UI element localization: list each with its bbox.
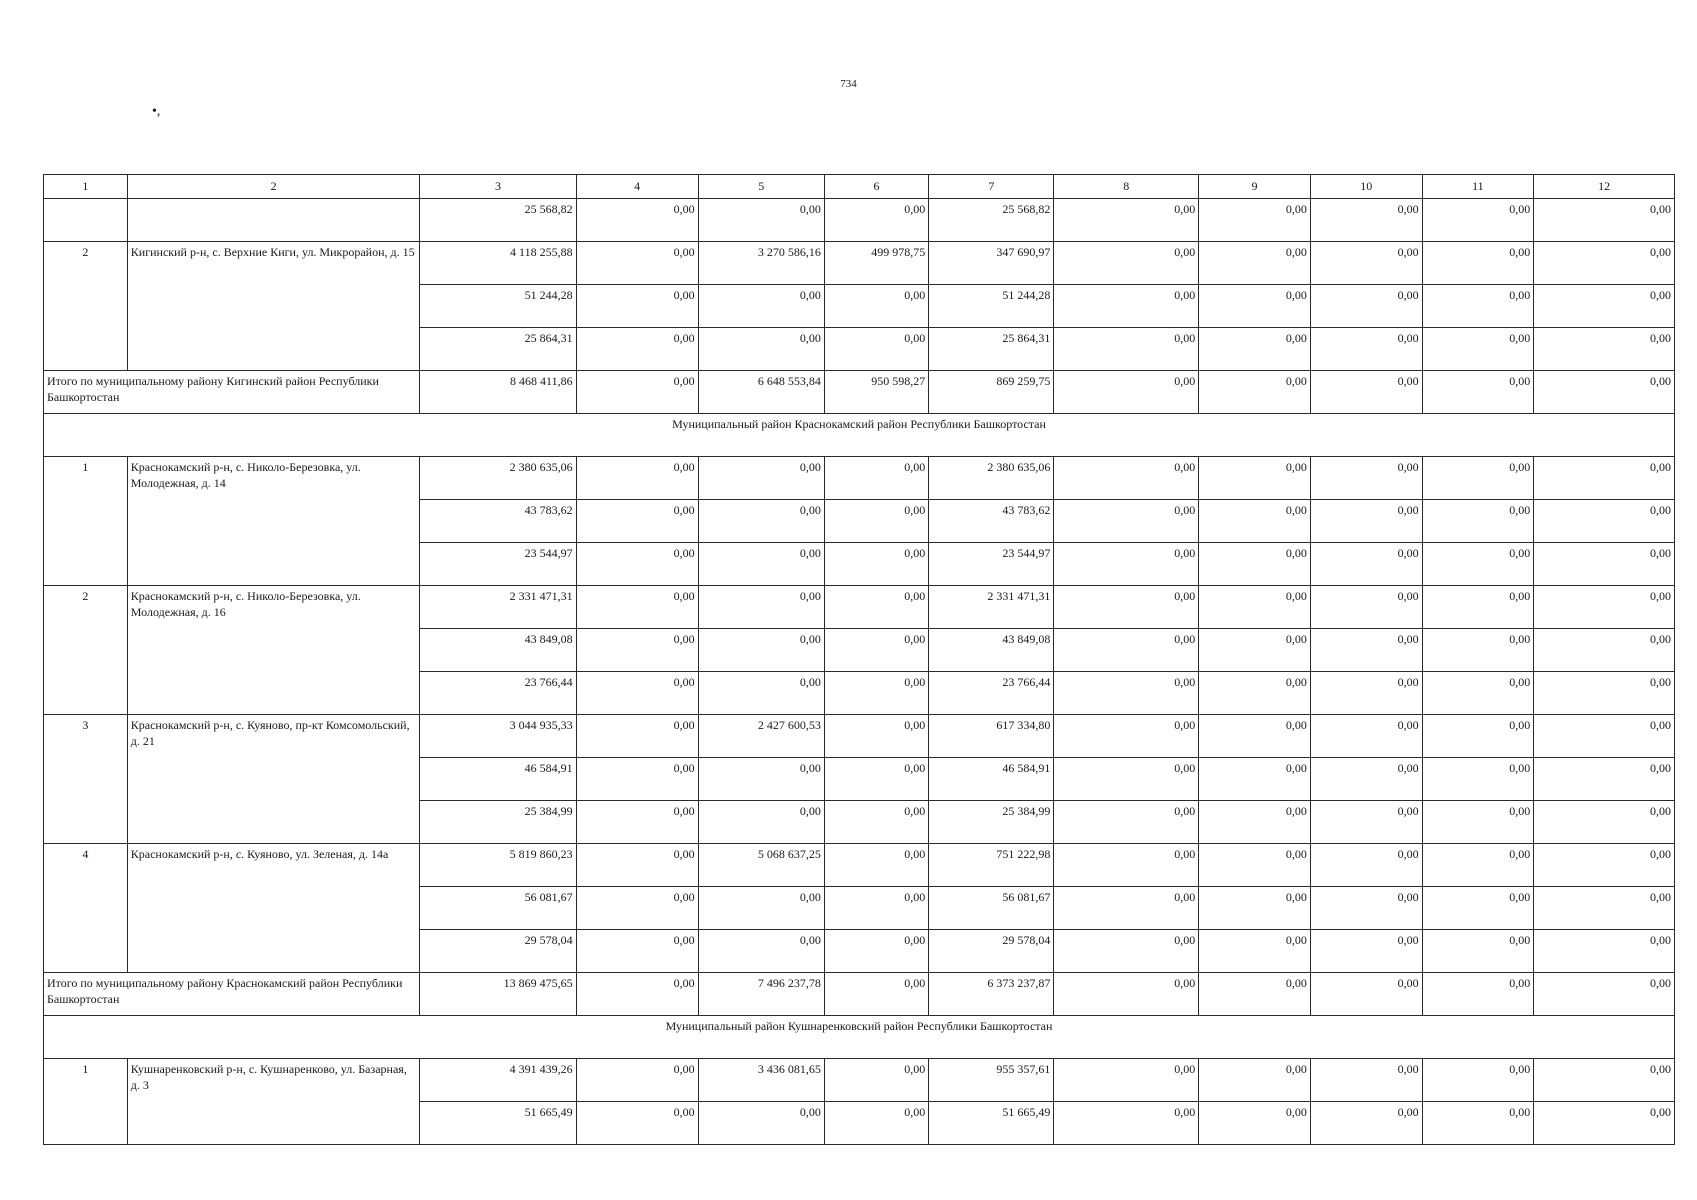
value-cell: 5 068 637,25: [698, 844, 824, 887]
value-cell: 0,00: [1534, 672, 1675, 715]
value-cell: 0,00: [698, 629, 824, 672]
value-cell: 0,00: [1422, 1102, 1534, 1145]
value-cell: 0,00: [1054, 887, 1199, 930]
header-cell: 12: [1534, 175, 1675, 199]
value-cell: 0,00: [1054, 543, 1199, 586]
value-cell: 23 766,44: [420, 672, 576, 715]
value-cell: 2 380 635,06: [929, 457, 1054, 500]
value-cell: 0,00: [1422, 586, 1534, 629]
value-cell: 56 081,67: [929, 887, 1054, 930]
value-cell: 0,00: [1199, 242, 1311, 285]
address-cell: Кигинский р-н, с. Верхние Киги, ул. Микрорайон, д. 15: [127, 242, 420, 371]
value-cell: 0,00: [1054, 801, 1199, 844]
value-cell: 0,00: [1422, 758, 1534, 801]
table-row: [44, 715, 1675, 758]
table-row: [44, 242, 1675, 285]
value-cell: 0,00: [1199, 457, 1311, 500]
value-cell: 0,00: [576, 500, 698, 543]
value-cell: 0,00: [1534, 586, 1675, 629]
value-cell: 0,00: [824, 801, 928, 844]
value-cell: 0,00: [824, 586, 928, 629]
value-cell: 0,00: [698, 586, 824, 629]
value-cell: 0,00: [824, 672, 928, 715]
value-cell: 51 244,28: [420, 285, 576, 328]
value-cell: 0,00: [698, 457, 824, 500]
value-cell: 3 270 586,16: [698, 242, 824, 285]
header-cell: 5: [698, 175, 824, 199]
value-cell: 0,00: [1310, 285, 1422, 328]
value-cell: 0,00: [1054, 371, 1199, 414]
header-cell: 3: [420, 175, 576, 199]
value-cell: 29 578,04: [420, 930, 576, 973]
value-cell: 2 380 635,06: [420, 457, 576, 500]
value-cell: 0,00: [824, 973, 928, 1016]
row-index: 2: [44, 242, 128, 371]
value-cell: 0,00: [1534, 543, 1675, 586]
table-body: [44, 199, 1675, 1145]
value-cell: 51 244,28: [929, 285, 1054, 328]
value-cell: 0,00: [1534, 457, 1675, 500]
value-cell: 0,00: [1199, 629, 1311, 672]
row-index: 1: [44, 1059, 128, 1145]
value-cell: 46 584,91: [420, 758, 576, 801]
value-cell: 0,00: [1534, 500, 1675, 543]
value-cell: 0,00: [1422, 199, 1534, 242]
value-cell: 2 331 471,31: [420, 586, 576, 629]
value-cell: 25 568,82: [420, 199, 576, 242]
value-cell: 0,00: [1310, 543, 1422, 586]
value-cell: 0,00: [1054, 457, 1199, 500]
value-cell: 0,00: [1054, 629, 1199, 672]
address-cell: Краснокамский р-н, с. Николо-Березовка, ул. Молодежная, д. 14: [127, 457, 420, 586]
value-cell: 869 259,75: [929, 371, 1054, 414]
value-cell: 0,00: [1422, 500, 1534, 543]
value-cell: 0,00: [1199, 543, 1311, 586]
value-cell: 0,00: [1054, 242, 1199, 285]
table-row: [44, 586, 1675, 629]
address-cell: Кушнаренковский р-н, с. Кушнаренково, ул. Базарная, д. 3: [127, 1059, 420, 1145]
value-cell: 0,00: [1534, 285, 1675, 328]
value-cell: 0,00: [1422, 715, 1534, 758]
value-cell: 0,00: [1422, 328, 1534, 371]
value-cell: 23 766,44: [929, 672, 1054, 715]
section-title: Муниципальный район Кушнаренковский район Республики Башкортостан: [44, 1016, 1675, 1059]
value-cell: 0,00: [1054, 199, 1199, 242]
value-cell: 0,00: [824, 930, 928, 973]
value-cell: 0,00: [1054, 844, 1199, 887]
value-cell: 0,00: [1534, 844, 1675, 887]
table-row: [44, 844, 1675, 887]
value-cell: 0,00: [698, 543, 824, 586]
page-number: 734: [840, 78, 857, 90]
value-cell: 0,00: [576, 285, 698, 328]
value-cell: 0,00: [1422, 457, 1534, 500]
value-cell: 0,00: [1199, 1059, 1311, 1102]
table-header: [44, 175, 1675, 199]
value-cell: 0,00: [1310, 758, 1422, 801]
value-cell: 0,00: [1054, 672, 1199, 715]
header-cell: 2: [127, 175, 420, 199]
value-cell: 955 357,61: [929, 1059, 1054, 1102]
value-cell: 6 648 553,84: [698, 371, 824, 414]
value-cell: 0,00: [698, 672, 824, 715]
value-cell: 0,00: [576, 371, 698, 414]
value-cell: 0,00: [1199, 973, 1311, 1016]
value-cell: 0,00: [1199, 758, 1311, 801]
value-cell: 51 665,49: [420, 1102, 576, 1145]
value-cell: 0,00: [576, 457, 698, 500]
value-cell: 0,00: [1199, 1102, 1311, 1145]
value-cell: 0,00: [1534, 887, 1675, 930]
value-cell: 0,00: [1054, 500, 1199, 543]
header-cell: 8: [1054, 175, 1199, 199]
value-cell: 0,00: [576, 629, 698, 672]
address-cell: Краснокамский р-н, с. Куяново, ул. Зеленая, д. 14а: [127, 844, 420, 973]
value-cell: 4 391 439,26: [420, 1059, 576, 1102]
value-cell: 56 081,67: [420, 887, 576, 930]
value-cell: 0,00: [576, 586, 698, 629]
value-cell: 25 384,99: [420, 801, 576, 844]
value-cell: 0,00: [1422, 672, 1534, 715]
value-cell: 0,00: [1422, 887, 1534, 930]
value-cell: 43 849,08: [420, 629, 576, 672]
table-row: [44, 457, 1675, 500]
value-cell: 0,00: [1310, 973, 1422, 1016]
value-cell: 0,00: [698, 930, 824, 973]
value-cell: 0,00: [698, 887, 824, 930]
value-cell: 0,00: [1534, 242, 1675, 285]
value-cell: 29 578,04: [929, 930, 1054, 973]
value-cell: 8 468 411,86: [420, 371, 576, 414]
value-cell: 0,00: [1199, 715, 1311, 758]
row-index: [44, 199, 128, 242]
value-cell: 0,00: [1534, 1059, 1675, 1102]
value-cell: 0,00: [576, 199, 698, 242]
header-cell: 11: [1422, 175, 1534, 199]
value-cell: 13 869 475,65: [420, 973, 576, 1016]
value-cell: 0,00: [1422, 629, 1534, 672]
value-cell: 0,00: [1310, 801, 1422, 844]
value-cell: 25 864,31: [420, 328, 576, 371]
value-cell: 0,00: [1310, 371, 1422, 414]
value-cell: 0,00: [1534, 328, 1675, 371]
value-cell: 0,00: [576, 1059, 698, 1102]
value-cell: 0,00: [1310, 242, 1422, 285]
value-cell: 0,00: [1534, 930, 1675, 973]
value-cell: 23 544,97: [929, 543, 1054, 586]
value-cell: 0,00: [1310, 844, 1422, 887]
value-cell: 0,00: [1199, 285, 1311, 328]
value-cell: 0,00: [824, 758, 928, 801]
value-cell: 0,00: [1422, 242, 1534, 285]
value-cell: 0,00: [576, 930, 698, 973]
value-cell: 0,00: [1199, 328, 1311, 371]
value-cell: 0,00: [1199, 930, 1311, 973]
row-index: 3: [44, 715, 128, 844]
value-cell: 0,00: [576, 801, 698, 844]
value-cell: 6 373 237,87: [929, 973, 1054, 1016]
value-cell: 0,00: [698, 328, 824, 371]
value-cell: 617 334,80: [929, 715, 1054, 758]
value-cell: 0,00: [1054, 328, 1199, 371]
value-cell: 0,00: [824, 543, 928, 586]
value-cell: 0,00: [1422, 1059, 1534, 1102]
value-cell: 0,00: [576, 672, 698, 715]
value-cell: 0,00: [1054, 586, 1199, 629]
value-cell: 43 783,62: [929, 500, 1054, 543]
total-row: [44, 371, 1675, 414]
address-cell: [127, 199, 420, 242]
row-index: 1: [44, 457, 128, 586]
value-cell: 0,00: [1054, 973, 1199, 1016]
value-cell: 2 331 471,31: [929, 586, 1054, 629]
row-index: 4: [44, 844, 128, 973]
total-row: [44, 973, 1675, 1016]
value-cell: 0,00: [576, 715, 698, 758]
value-cell: 0,00: [1534, 801, 1675, 844]
value-cell: 0,00: [1199, 801, 1311, 844]
value-cell: 499 978,75: [824, 242, 928, 285]
value-cell: 0,00: [576, 758, 698, 801]
value-cell: 950 598,27: [824, 371, 928, 414]
value-cell: 0,00: [576, 1102, 698, 1145]
value-cell: 25 864,31: [929, 328, 1054, 371]
value-cell: 0,00: [698, 801, 824, 844]
value-cell: 0,00: [1310, 1102, 1422, 1145]
value-cell: 3 044 935,33: [420, 715, 576, 758]
value-cell: 7 496 237,78: [698, 973, 824, 1016]
value-cell: 0,00: [1310, 887, 1422, 930]
header-cell: 10: [1310, 175, 1422, 199]
value-cell: 0,00: [576, 973, 698, 1016]
header-cell: 9: [1199, 175, 1311, 199]
value-cell: 0,00: [1422, 371, 1534, 414]
value-cell: 5 819 860,23: [420, 844, 576, 887]
value-cell: 0,00: [1422, 844, 1534, 887]
value-cell: 347 690,97: [929, 242, 1054, 285]
value-cell: 0,00: [576, 242, 698, 285]
value-cell: 0,00: [1310, 930, 1422, 973]
value-cell: 0,00: [1054, 285, 1199, 328]
value-cell: 0,00: [1199, 672, 1311, 715]
value-cell: 0,00: [1422, 930, 1534, 973]
value-cell: 0,00: [576, 328, 698, 371]
section-row: [44, 1016, 1675, 1059]
value-cell: 25 568,82: [929, 199, 1054, 242]
value-cell: 0,00: [1534, 758, 1675, 801]
value-cell: 0,00: [1534, 973, 1675, 1016]
value-cell: 0,00: [824, 629, 928, 672]
value-cell: 43 783,62: [420, 500, 576, 543]
value-cell: 0,00: [1534, 715, 1675, 758]
value-cell: 0,00: [1422, 973, 1534, 1016]
value-cell: 46 584,91: [929, 758, 1054, 801]
value-cell: 0,00: [824, 887, 928, 930]
value-cell: 0,00: [576, 887, 698, 930]
value-cell: 0,00: [1310, 1059, 1422, 1102]
value-cell: 0,00: [1054, 715, 1199, 758]
value-cell: 0,00: [824, 715, 928, 758]
value-cell: 0,00: [1199, 371, 1311, 414]
section-title: Муниципальный район Краснокамский район Республики Башкортостан: [44, 414, 1675, 457]
value-cell: 0,00: [698, 758, 824, 801]
value-cell: 0,00: [1310, 672, 1422, 715]
header-cell: 1: [44, 175, 128, 199]
value-cell: 0,00: [1310, 328, 1422, 371]
value-cell: 0,00: [1310, 457, 1422, 500]
value-cell: 25 384,99: [929, 801, 1054, 844]
address-cell: Краснокамский р-н, с. Николо-Березовка, ул. Молодежная, д. 16: [127, 586, 420, 715]
header-cell: 4: [576, 175, 698, 199]
value-cell: 0,00: [1310, 199, 1422, 242]
section-row: [44, 414, 1675, 457]
value-cell: 0,00: [824, 457, 928, 500]
value-cell: 0,00: [1310, 629, 1422, 672]
value-cell: 0,00: [824, 500, 928, 543]
stray-mark: •,: [152, 104, 161, 119]
value-cell: 0,00: [824, 285, 928, 328]
value-cell: 0,00: [1422, 543, 1534, 586]
header-row: [44, 175, 1675, 199]
value-cell: 0,00: [1310, 500, 1422, 543]
value-cell: 0,00: [1199, 500, 1311, 543]
value-cell: 0,00: [824, 328, 928, 371]
value-cell: 0,00: [1534, 371, 1675, 414]
value-cell: 0,00: [1310, 715, 1422, 758]
value-cell: 3 436 081,65: [698, 1059, 824, 1102]
value-cell: 0,00: [1422, 285, 1534, 328]
value-cell: 0,00: [1534, 629, 1675, 672]
value-cell: 0,00: [1199, 844, 1311, 887]
value-cell: 0,00: [1534, 1102, 1675, 1145]
value-cell: 0,00: [1054, 1102, 1199, 1145]
value-cell: 0,00: [698, 199, 824, 242]
table-row: [44, 1059, 1675, 1102]
value-cell: 0,00: [1054, 930, 1199, 973]
value-cell: 51 665,49: [929, 1102, 1054, 1145]
total-label: Итого по муниципальному району Краснокамский район Республики Башкортостан: [44, 973, 420, 1016]
value-cell: 0,00: [1422, 801, 1534, 844]
value-cell: 0,00: [698, 285, 824, 328]
value-cell: 43 849,08: [929, 629, 1054, 672]
value-cell: 0,00: [1199, 586, 1311, 629]
value-cell: 0,00: [698, 1102, 824, 1145]
header-cell: 6: [824, 175, 928, 199]
report-table: [43, 174, 1675, 1145]
value-cell: 4 118 255,88: [420, 242, 576, 285]
row-index: 2: [44, 586, 128, 715]
value-cell: 0,00: [1054, 1059, 1199, 1102]
value-cell: 0,00: [1310, 586, 1422, 629]
value-cell: 0,00: [824, 1059, 928, 1102]
value-cell: 0,00: [824, 1102, 928, 1145]
value-cell: 0,00: [576, 543, 698, 586]
value-cell: 751 222,98: [929, 844, 1054, 887]
value-cell: 0,00: [824, 844, 928, 887]
address-cell: Краснокамский р-н, с. Куяново, пр-кт Комсомольский, д. 21: [127, 715, 420, 844]
value-cell: 2 427 600,53: [698, 715, 824, 758]
value-cell: 0,00: [1199, 887, 1311, 930]
value-cell: 0,00: [1534, 199, 1675, 242]
header-cell: 7: [929, 175, 1054, 199]
value-cell: 0,00: [824, 199, 928, 242]
table-row: [44, 199, 1675, 242]
total-label: Итого по муниципальному району Кигинский район Республики Башкортостан: [44, 371, 420, 414]
value-cell: 0,00: [1199, 199, 1311, 242]
value-cell: 23 544,97: [420, 543, 576, 586]
value-cell: 0,00: [1054, 758, 1199, 801]
value-cell: 0,00: [698, 500, 824, 543]
value-cell: 0,00: [576, 844, 698, 887]
